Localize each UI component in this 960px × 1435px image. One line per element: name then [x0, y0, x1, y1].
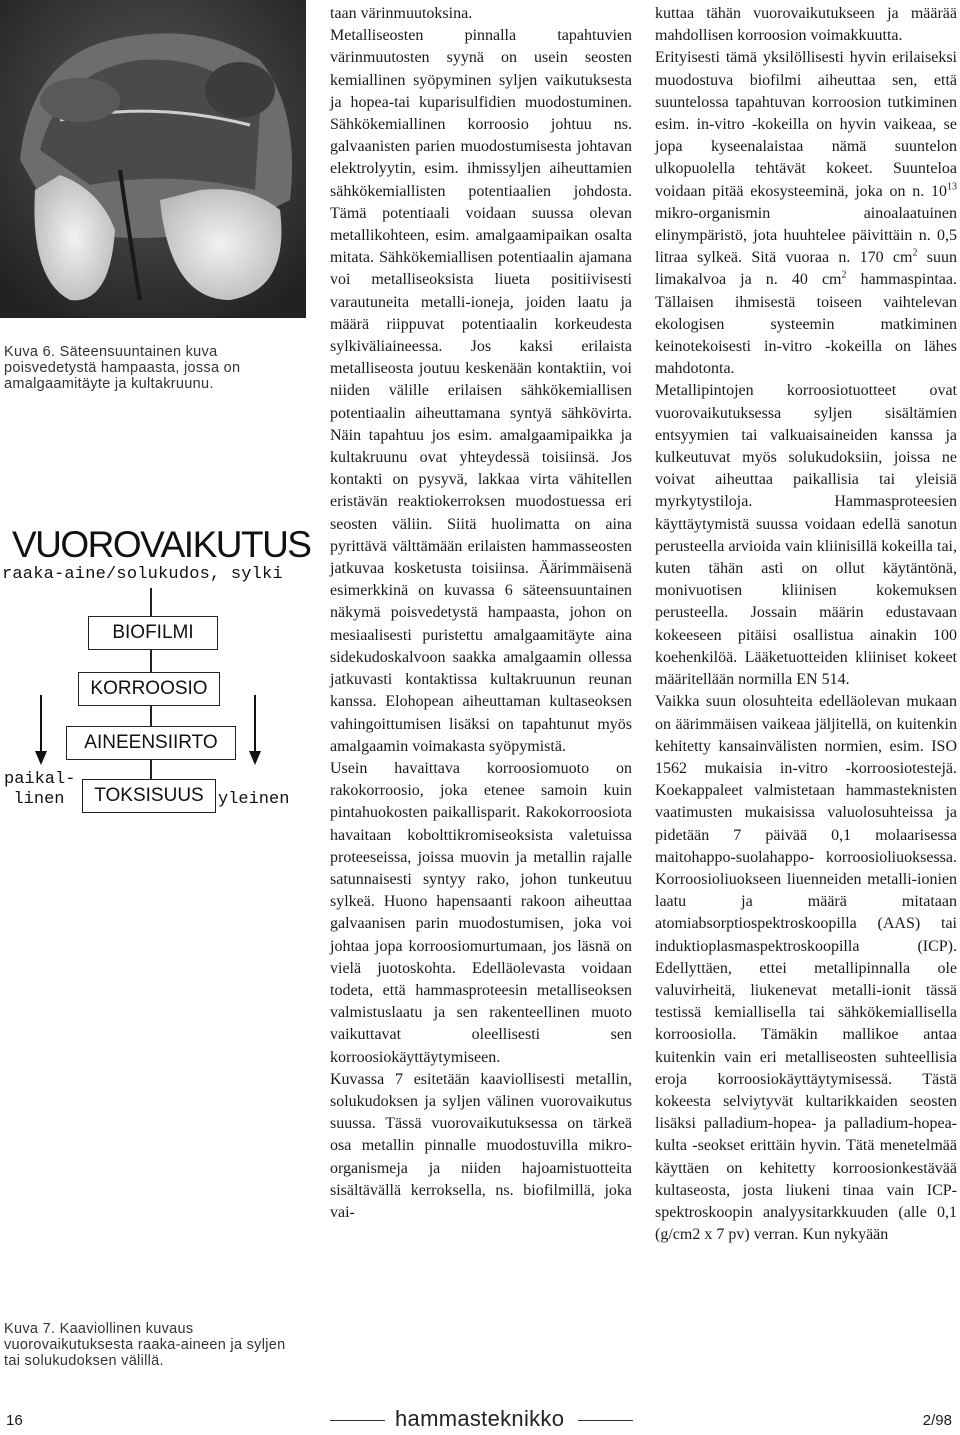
page-footer — [0, 1408, 960, 1432]
down-arrow-icon — [249, 751, 261, 765]
tooth-photo — [0, 0, 306, 318]
left-arrow-shaft — [40, 695, 42, 753]
figure6-caption: Kuva 6. Säteensuuntainen kuva poisvedetystä hampaasta, jossa on amalgaamitäyte ja kultakruunu. — [4, 344, 241, 392]
box-aineensiirto: AINEENSIIRTO — [66, 726, 236, 760]
issue-number: 2/98 — [922, 1412, 952, 1429]
diagram-subtitle: raaka-aine/solukudos, sylki — [2, 565, 283, 584]
label-paikallinen: paikal- linen — [4, 770, 76, 809]
connector-line — [150, 759, 152, 779]
divider — [330, 1420, 385, 1421]
paragraph: Erityisesti tämä yksilöllisesti hyvin erilaiseksi muodostuva biofilmi aiheuttaa sen, että suuntelossa tapahtuvan korroosion tutkiminen esim. in-vitro -kokeilla on hyvin vaikeaa, se jopa kyseenalaistaa nämä suuntelon ulkopuolella tehtävät kokeet. Suunteloa voidaan pitää ekosysteeminä, joka on n. $10^{13}$ mikro-organismin ainoalaatuinen elinympäristö, jota huuhtelee päivittäin n. 0,5 litraa sylkeä. Sitä vuoraa n. 170 $cm^2$ suun limakalvoa ja n. 40 $cm^2$ hammaspintaa. Tällaisen ihmisestä toiseen vaihtelevan ekologisen systeemin matkiminen keinotekoisesti in-vitro -kokeilla on lähes mahdotonta. — [655, 49, 957, 378]
connector-line — [150, 705, 152, 726]
box-korroosio: KORROOSIO — [78, 672, 220, 706]
paragraph: kuttaa tähän vuorovaikutukseen ja määrää mahdollisen korroosion voimakkuutta. — [655, 5, 957, 45]
page-number-left: 16 — [6, 1412, 23, 1429]
interaction-diagram — [0, 520, 310, 840]
paragraph: Kuvassa 7 esitetään kaaviollisesti metallin, solukudoksen ja syljen välinen vuorovaikutus suussa. Tässä vuorovaikutuksessa on tärkeä osa metallin pinnalle muodostuvilla mikro-organismeja ja niiden hajoamistuotteita sisältävällä kerroksella, ns. biofilmillä, joka vai- — [330, 1070, 632, 1221]
divider — [578, 1420, 633, 1421]
connector-line — [150, 588, 152, 616]
right-arrow-shaft — [254, 695, 256, 753]
diagram-title: VUOROVAIKUTUS — [12, 524, 311, 565]
paragraph: Metalliseosten pinnalla tapahtuvien värinmuutosten syynä on usein seosten kemiallinen syöpyminen syljen vaikutuksesta ja hopea-tai kuparisulfidien muodostuminen. Sähkökemiallinen korroosio johtuu ns. galvaanisten parien muodostumisesta johtavan elektrolyytin, esim. ihmissyljen aiheuttamien sähkökemiallisten potentiaalien johdosta. Tämä potentiaali voidaan suussa olevan metallikohteen, esim. amalgaamipaikan osalta mitata. Sähkökemiallisen potentiaalin ajamana voi metalliseoksista liueta positiivisesti varautuneita metalli-ioneja, joiden laatu ja määrä riippuvat potentiaalin korkeudesta sylkiväliaineessa. Jos kaksi erilaista metalliseosta joutuu keskenään kontaktiin, voi niiden välille erilaisen sähkökemiallisen potentiaalin aiheuttamana syntyä sähkövirta. Näin tapahtuu jos esim. amalgaamipaikka ja kultakruunu ovat yhteydessä toisiinsä. Jos kontakti on pysyvä, lakkaa virta vähitellen eristävän reaktiokerroksen muodostuessa eri seosten väliin. Siitä huolimatta on aina pyrittävä välttämään erilaisten hammasseosten jatkuvaa kosketusta toisiinsa. Äärimmäisenä esimerkkinä on kuvassa 6 säteensuuntainen näkymä poisvedetystä hampaasta, johon on mesiaalisesti puristettu amalgaamitäyte aina sidekudoskalvoon saakka amalgaamin ollessa jatkuvasti kontaktissa kultakruunun reunan kanssa. Elohopean aiheuttaman kultaseoksen vahingoittumisen lisäksi on tapahtunut myös amalgaamin voimakasta syöpymistä. — [330, 27, 632, 755]
paragraph: Vaikka suun olosuhteita edelläolevan mukaan on äärimmäisen vaikeaa jäljitellä, on kuitenkin kehitetty kansainvälisten normien, esim. ISO 1562 mukaisia in-vitro -korroosiotestejä. Koekappaleet valmistetaan hammasteknisten vaatimusten mukaisissa valuolosuhteissa ja pidetään 7 päivää 0,1 molaarisessa maitohappo-suolahappo- korroosioliuoksessa. Korroosioliuokseen liuenneiden metalli-ionien laatu ja määrä mitataan atomiabsorptiospektroskoopilla (AAS) tai induktioplasmaspektroskoopilla (ICP). Edellyttäen, ettei metallipinnalla ole valuvirheitä, liukenevat metalli-ionit tässä testissä kemiallisella tai sähkökemiallisella korroosiolla. Tämäkin mallikoe antaa kuitenkin vain eri metalliseosten suhteellisia eroja korroosiokäyttäytymisessä. Tästä kokeesta selviytyvät kultarikkaiden seosten lisäksi palladium-hopea- ja palladium-hopea-kulta -seokset erittäin hyvin. Tätä menetelmää käyttäen on kehitetty korroosionkestävää kultaseosta, josta liukeni tinaa vain ICP-spektroskoopin analyysitarkkuuden (alle 0,1 (g/cm2 x 7 pv) verran. Kun nykyään — [655, 693, 957, 1244]
text-column-right — [655, 3, 957, 1246]
box-biofilmi: BIOFILMI — [88, 616, 218, 650]
label-yleinen: yleinen — [218, 790, 290, 809]
figure7-caption: Kuva 7. Kaaviollinen kuvaus vuorovaikutuksesta raaka-aineen ja syljen tai solukudoksen välillä. — [4, 1321, 286, 1369]
paragraph: Metallipintojen korroosiotuotteet ovat vuorovaikutuksessa syljen sisältämien entsyymien tai valkuaisaineiden kanssa ja kulkeutuvat myös solukudoksiin, joissa ne voivat aiheuttaa paikallisia tai yleisiä myrkytystiloja. Hammasproteesien käyttäytymistä suussa voidaan edellä sanotun perusteella arvioida vain kliinisillä kokeilla tai, kuten tähän asti on ollut käytäntönä, monivuotisen kliinisen kokemuksen perusteella. Jossain määrin edustavaan kokeeseen pitäisi osallistua ainakin 100 koehenkilöä. Lääketuotteiden kliiniset kokeet määritellään normilla EN 514. — [655, 382, 957, 689]
text-column-middle — [330, 3, 632, 1224]
box-toksisuus: TOKSISUUS — [82, 779, 216, 813]
magazine-brand: hammasteknikko — [395, 1406, 565, 1431]
paragraph: taan värinmuutoksina. — [330, 5, 473, 22]
connector-line — [150, 649, 152, 672]
paragraph: Usein havaittava korroosiomuoto on rakokorroosio, joka etenee samoin kuin pintahuokosten paikallisparit. Rakokorroosiota havaitaan kobolttikromiseoksista valetuissa proteeseissa, joissa muovin ja metallin rajalle satunnaisesti syntyy rako, johon tunkeutuu sylkeä. Huono hapensaanti rakoon aiheuttaa galvaanisen parin muodostumisen, joka voi johtaa jopa korroosiomurtumaan, jos läsnä on vielä juotoskohta. Edelläolevasta voidaan todeta, että hammasproteesin metalliseoksen valmistuslaatu ja sen rakenteellinen muoto vaikuttavat oleellisesti sen korroosiokäyttäytymiseen. — [330, 759, 632, 1066]
down-arrow-icon — [35, 751, 47, 765]
